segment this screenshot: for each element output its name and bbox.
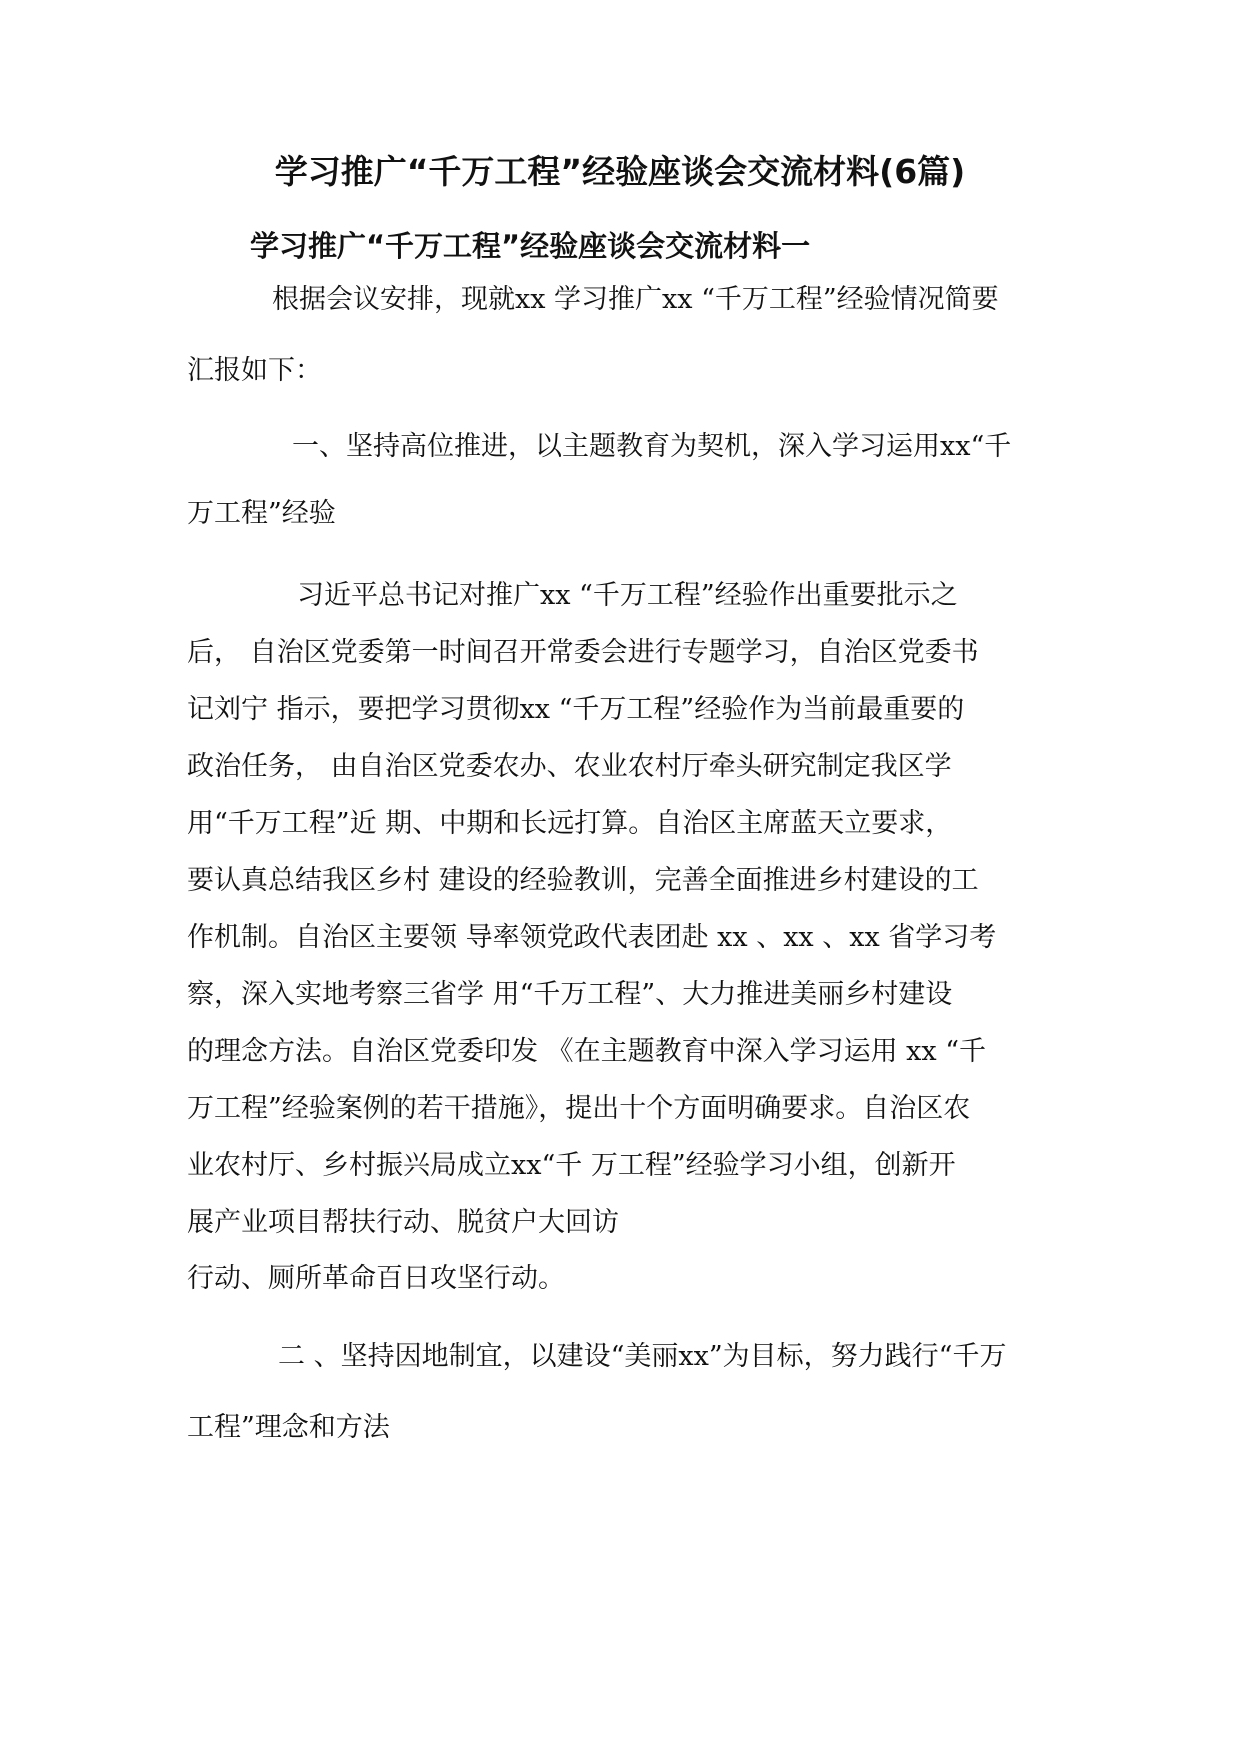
section-title: 学习推广“千万工程”经验座谈会交流材料一	[250, 229, 811, 263]
heading-2-line: 二 、坚持因地制宜，以建设“美丽xx”为目标，努力践行“千万	[278, 1341, 1007, 1372]
paragraph-1-line: 用“千万工程”近 期、中期和长远打算。自治区主席蓝天立要求，	[187, 808, 953, 839]
paragraph-1-line: 政治任务， 由自治区党委农办、农业农村厅牵头研究制定我区学	[187, 751, 952, 782]
intro-line: 根据会议安排，现就xx 学习推广xx “千万工程”经验情况简要	[272, 284, 999, 315]
document-title: 学习推广“千万工程”经验座谈会交流材料(6篇)	[274, 152, 966, 191]
paragraph-1-line: 要认真总结我区乡村 建设的经验教训，完善全面推进乡村建设的工	[187, 865, 979, 896]
paragraph-1-line: 行动、厕所革命百日攻坚行动。	[187, 1263, 565, 1294]
paragraph-1-line: 记刘宁 指示，要把学习贯彻xx “千万工程”经验作为当前最重要的	[187, 694, 965, 725]
paragraph-1-line: 后， 自治区党委第一时间召开常委会进行专题学习，自治区党委书	[187, 637, 979, 668]
paragraph-1-line: 的理念方法。自治区党委印发 《在主题教育中深入学习运用 xx “千	[187, 1036, 987, 1067]
heading-1-line: 一、坚持高位推进，以主题教育为契机，深入学习运用xx“千	[292, 431, 1012, 462]
intro-line: 汇报如下：	[187, 355, 322, 386]
paragraph-1-line: 业农村厅、乡村振兴局成立xx“千 万工程”经验学习小组，创新开	[187, 1150, 956, 1181]
paragraph-1-line: 习近平总书记对推广xx “千万工程”经验作出重要批示之	[297, 580, 958, 611]
paragraph-1-line: 展产业项目帮扶行动、脱贫户大回访	[187, 1207, 619, 1238]
heading-2-line: 工程”理念和方法	[187, 1412, 390, 1443]
paragraph-1-line: 万工程”经验案例的若干措施》，提出十个方面明确要求。自治区农	[187, 1093, 971, 1124]
paragraph-1-line: 作机制。自治区主要领 导率领党政代表团赴 xx 、xx 、xx 省学习考	[187, 922, 997, 953]
heading-1-line: 万工程”经验	[187, 498, 336, 529]
paragraph-1-line: 察，深入实地考察三省学 用“千万工程”、大力推进美丽乡村建设	[187, 979, 953, 1010]
